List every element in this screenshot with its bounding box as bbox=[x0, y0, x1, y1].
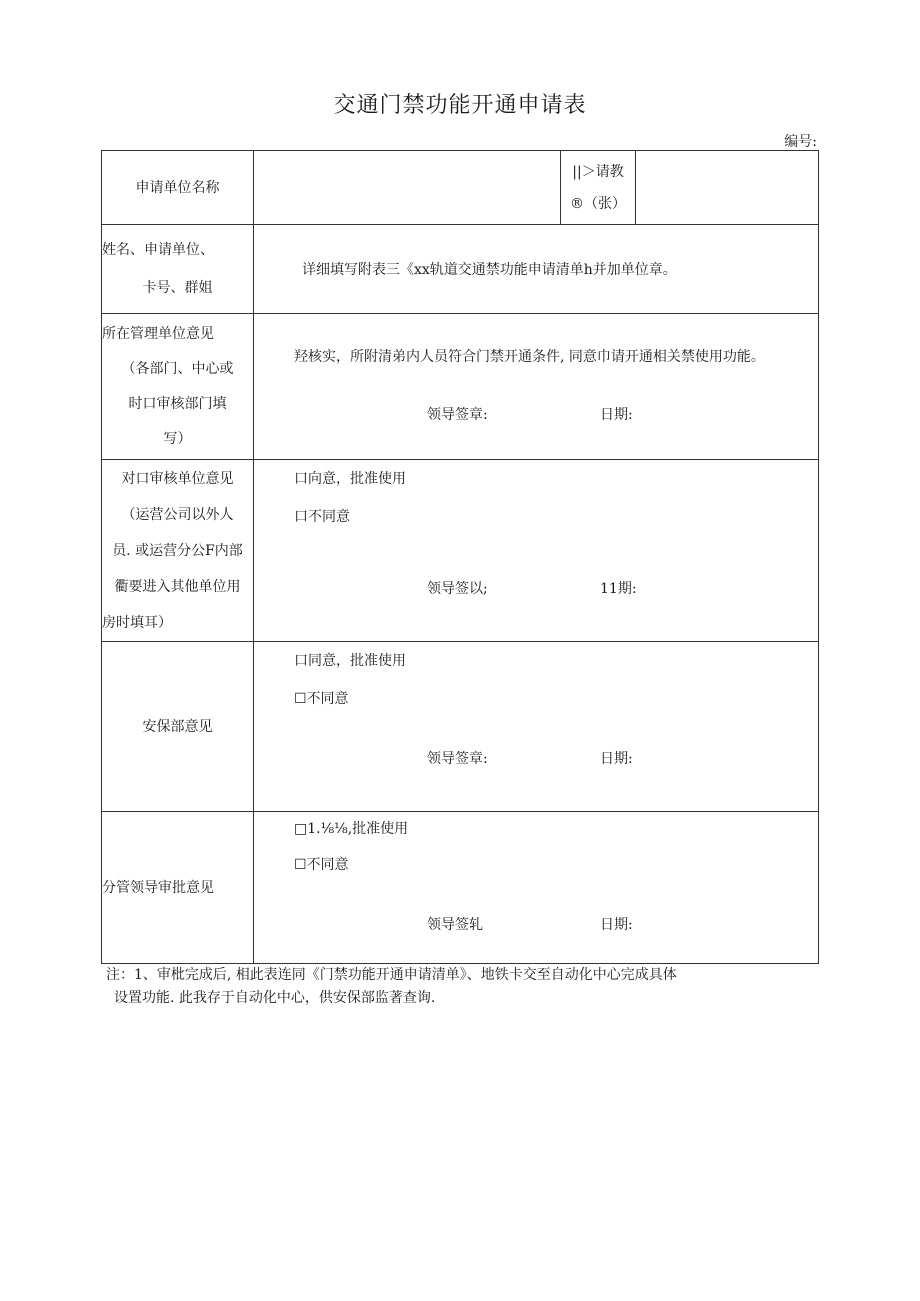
application-form-table bbox=[101, 150, 819, 964]
card-count-label-line2: ®（张） bbox=[570, 195, 626, 212]
personnel-instruction: 详细填写附表三《xx轨道交通禁功能申请清单h并加单位章。 bbox=[302, 262, 677, 278]
counterpart-label-line3: 员. 或运营分公F内部 bbox=[112, 542, 243, 559]
counterpart-label-line1: 对口审核单位意见 bbox=[121, 470, 234, 487]
personnel-label-line2: 卡号、群姐 bbox=[142, 280, 213, 296]
management-signature-line bbox=[254, 396, 818, 434]
applicant-unit-label: 申请单位名称 bbox=[135, 179, 220, 196]
footnote bbox=[106, 964, 677, 1010]
counterpart-disagree-checkbox[interactable]: 口不同意 bbox=[294, 509, 350, 525]
leader-approval-label: 分管领导审批意见 bbox=[102, 879, 214, 896]
applicant-unit-label-cell bbox=[102, 151, 254, 225]
leader-agree-checkbox[interactable]: □1.⅛⅛,批准使用 bbox=[294, 821, 409, 837]
security-signature-line bbox=[254, 740, 818, 778]
personnel-label-line1: 姓名、申请单位、 bbox=[102, 242, 214, 258]
row-personnel bbox=[102, 225, 819, 314]
personnel-label-cell bbox=[102, 225, 254, 314]
management-sign-label: 领导签章: bbox=[427, 407, 488, 423]
management-date-label: 日期: bbox=[600, 407, 633, 423]
footnote-line2: 设置功能. 此我存于自动化中心，供安保部监著查询. bbox=[114, 990, 436, 1006]
footnote-line1: 注：1、审枇完成后, 相此表连同《门禁功能开通申请清单》、地铁卡交至自动化中心完成具体 bbox=[106, 967, 677, 983]
management-opinion-text: 羟核实，所附清弟内人员符合门禁开通条件, 同意巾请开通相关禁使用功能。 bbox=[294, 349, 765, 365]
row-leader-approval bbox=[102, 812, 819, 964]
counterpart-label-line5: 房时填耳） bbox=[102, 614, 172, 631]
counterpart-agree-checkbox[interactable]: 口向意，批准使用 bbox=[294, 471, 406, 487]
management-label-cell bbox=[102, 314, 254, 460]
counterpart-date-label: 11期: bbox=[600, 581, 637, 597]
counterpart-label-line4: 衢要进入其他单位用 bbox=[114, 578, 241, 595]
counterpart-label-cell bbox=[102, 460, 254, 642]
management-label-line4: 写） bbox=[163, 430, 192, 447]
security-content-cell bbox=[254, 642, 819, 812]
row-counterpart-opinion bbox=[102, 460, 819, 642]
form-title: 交通门禁功能开通申请表 bbox=[333, 93, 587, 118]
row-applicant-unit bbox=[102, 151, 819, 225]
leader-content-cell bbox=[254, 812, 819, 964]
serial-number-label: 编号: bbox=[784, 134, 817, 150]
security-disagree-checkbox[interactable]: ☐不同意 bbox=[294, 691, 349, 707]
row-security-opinion bbox=[102, 642, 819, 812]
counterpart-content-cell bbox=[254, 460, 819, 642]
security-date-label: 日期: bbox=[600, 751, 633, 767]
counterpart-signature-line bbox=[254, 570, 818, 608]
management-content-cell bbox=[254, 314, 819, 460]
leader-label-cell bbox=[102, 812, 254, 964]
security-agree-checkbox[interactable]: 口同意，批准使用 bbox=[294, 653, 406, 669]
management-label-line1: 所在管理单位意见 bbox=[102, 325, 214, 342]
row-management-opinion bbox=[102, 314, 819, 460]
management-label-line2: （各部门、中心或 bbox=[121, 360, 234, 377]
security-sign-label: 领导签章: bbox=[427, 751, 488, 767]
card-count-label-cell bbox=[561, 151, 636, 225]
security-label-cell bbox=[102, 642, 254, 812]
counterpart-sign-label: 领导签以; bbox=[427, 581, 488, 597]
leader-disagree-checkbox[interactable]: ☐不同意 bbox=[294, 857, 349, 873]
card-count-input-cell[interactable] bbox=[636, 151, 819, 225]
leader-date-label: 日期: bbox=[600, 917, 633, 933]
leader-signature-line bbox=[254, 906, 818, 944]
counterpart-label-line2: （运营公司以外人 bbox=[121, 506, 234, 523]
card-count-label-line1: ||＞请教 bbox=[572, 163, 624, 180]
leader-sign-label: 领导签轧 bbox=[427, 917, 483, 933]
security-label: 安保部意见 bbox=[142, 718, 213, 735]
management-label-line3: 时口审核部门填 bbox=[128, 395, 227, 412]
personnel-content-cell bbox=[254, 225, 819, 314]
applicant-unit-input-cell[interactable] bbox=[254, 151, 561, 225]
